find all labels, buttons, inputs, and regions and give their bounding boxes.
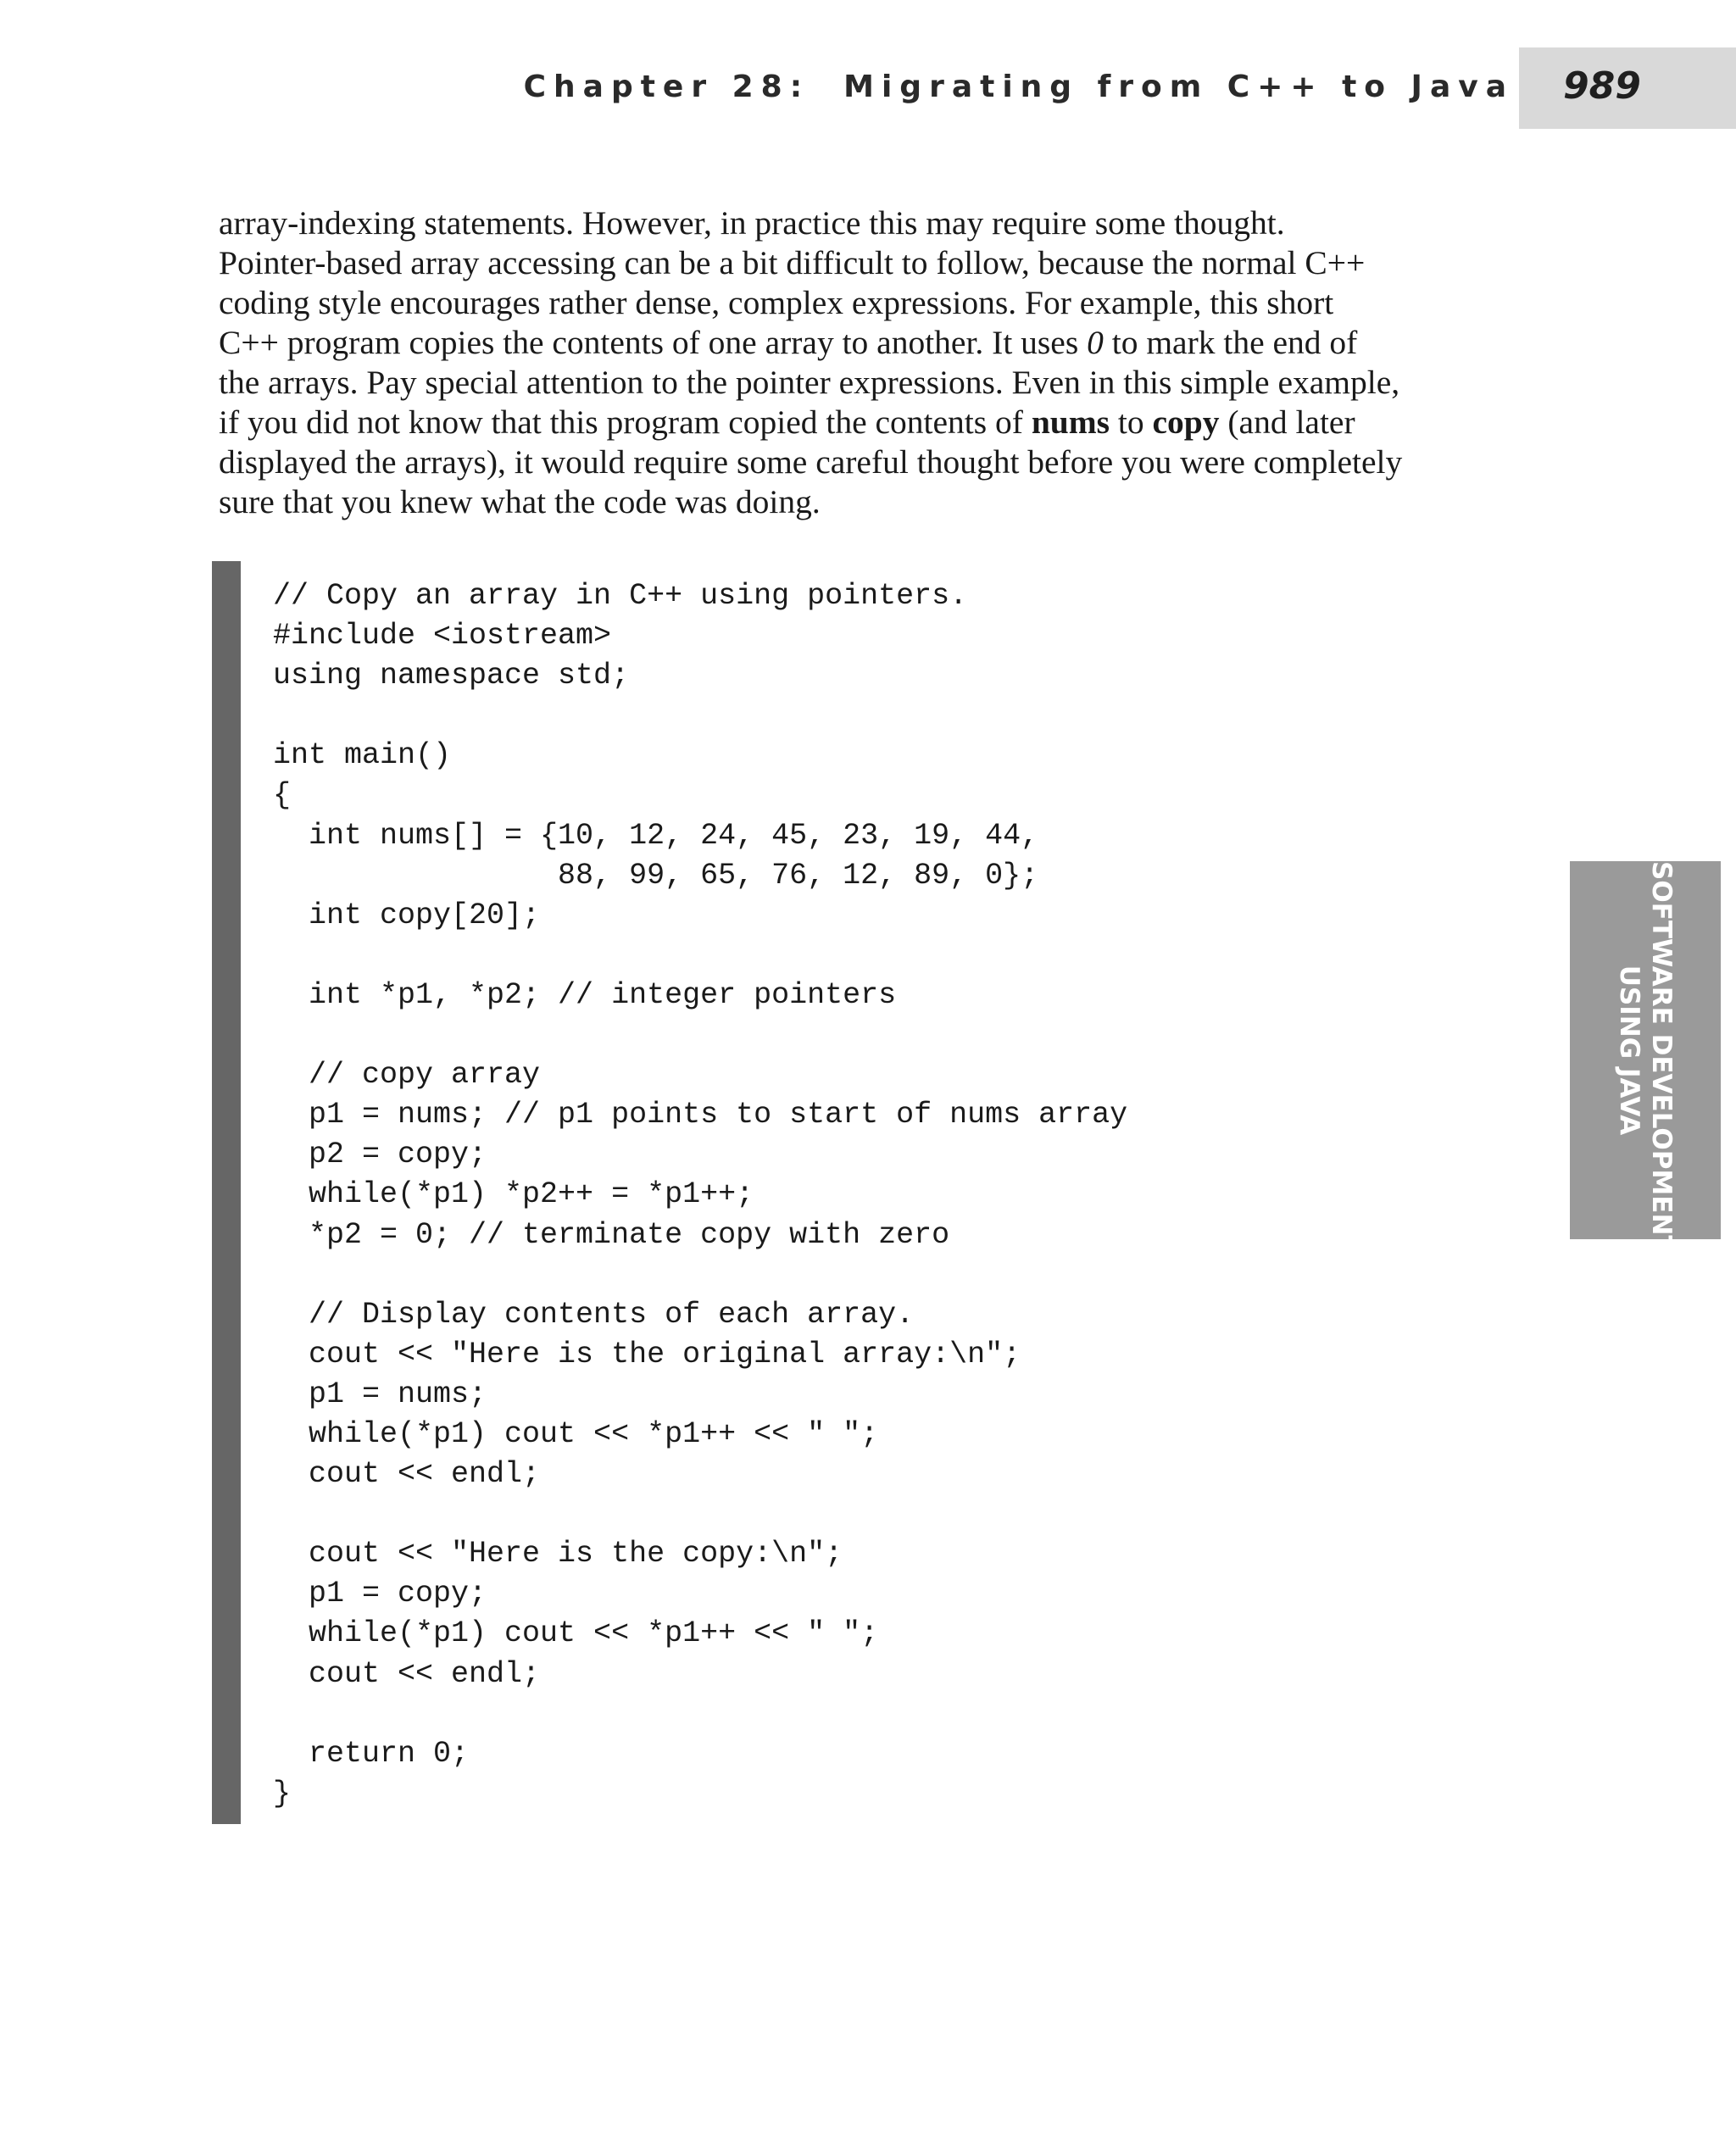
copy-bold: copy	[1152, 403, 1220, 441]
paragraph-segment-2: to mark the end of the arrays. Pay special attention to the pointer expressions. Even in this simple example, if you did not know that this program copied the contents of	[219, 324, 1400, 441]
side-tab-line-1: SOFTWARE DEVELOPMENT	[1646, 861, 1677, 1254]
page-number-box	[1519, 47, 1736, 129]
paragraph-segment-3: (and later displayed the arrays), it would require some careful thought before you were completely sure that you knew what the code was doing.	[219, 403, 1403, 520]
section-side-tab	[1570, 861, 1721, 1254]
side-tab-line-2: USING JAVA	[1614, 965, 1644, 1136]
paragraph-to: to	[1110, 403, 1153, 441]
body-text	[219, 203, 1524, 522]
paragraph-segment-1: array-indexing statements. However, in practice this may require some thought. Pointer-based array accessing can be a bit difficult to follow, because the normal C++ coding style encourages rather dense, complex expressions. For example, this short C++ program copies the contents of one array to another. It uses	[219, 204, 1366, 361]
side-tab-text	[1613, 861, 1678, 1254]
page-number: 989	[1563, 64, 1641, 108]
running-head	[524, 70, 1514, 104]
nums-bold: nums	[1031, 403, 1110, 441]
paragraph	[219, 203, 1524, 522]
chapter-label: Chapter 28:	[523, 70, 810, 104]
code-listing: // Copy an array in C++ using pointers. #include <iostream> using namespace std; int main() { int nums[] = {10, 12, 24, 45, 23, 19, 44, 88, 99, 65, 76, 12, 89, 0}; int copy[20]; int *p1, *p2; // integer pointers // copy array p1 = nums; // p1 points to start of nums array p2 = copy; while(*p1) *p2++ = *p1++; *p2 = 0; // terminate copy with zero // Display contents of each array. cout << "Here is the original array:\n"; p1 = nums; while(*p1) cout << *p1++ << " "; cout << endl; cout << "Here is the copy:\n"; p1 = copy; while(*p1) cout << *p1++ << " "; cout << endl; return 0; }	[273, 579, 1128, 1811]
code-listing-bar	[212, 561, 241, 1824]
zero-italic: 0	[1087, 324, 1104, 361]
chapter-title: Migrating from C++ to Java	[843, 70, 1514, 104]
